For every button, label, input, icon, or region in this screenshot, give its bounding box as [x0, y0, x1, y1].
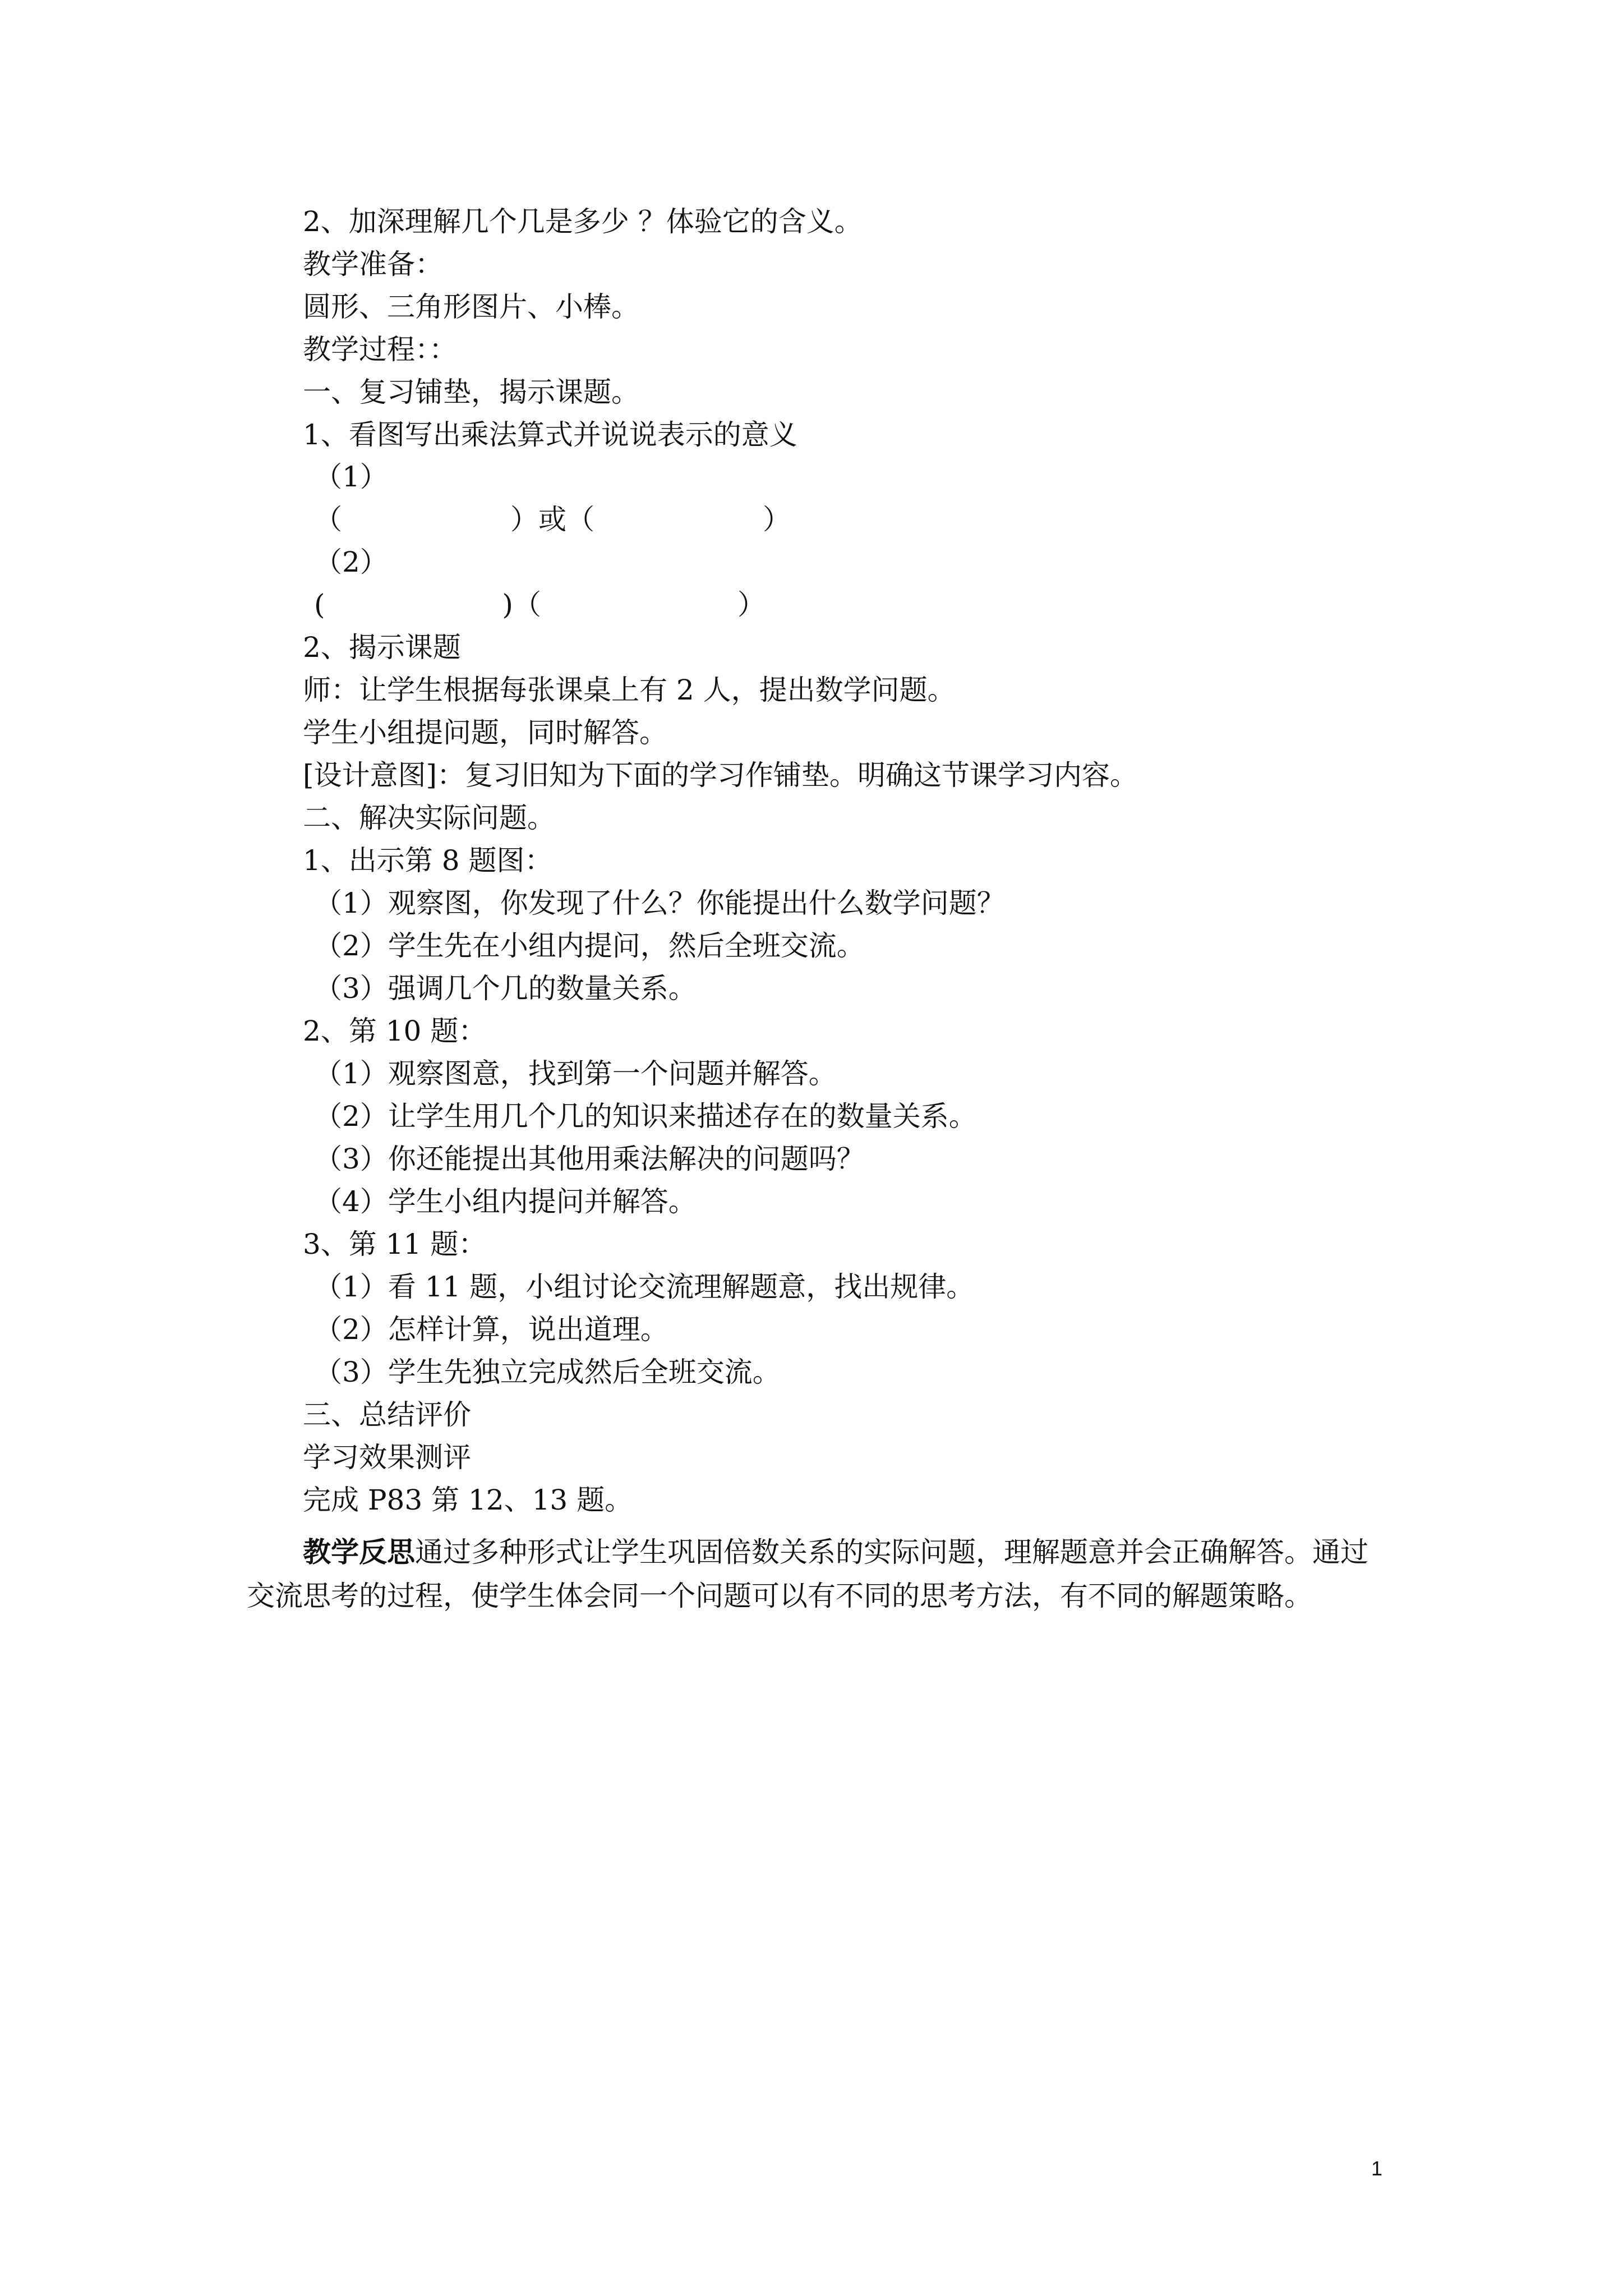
step-2-3-a: （1）看 11 题，小组讨论交流理解题意，找出规律。 — [314, 1271, 975, 1303]
step-2-1-a: （1）观察图，你发现了什么？你能提出什么数学问题？ — [314, 887, 1005, 919]
section-1-heading: 一、复习铺垫，揭示课题。 — [303, 376, 639, 408]
step-2-2-d: （4）学生小组内提问并解答。 — [314, 1185, 697, 1218]
step-2-1: 1、出示第 8 题图： — [303, 844, 553, 877]
prep-materials: 圆形、三角形图片、小棒。 — [303, 291, 639, 323]
page-number: 1 — [1371, 2157, 1383, 2180]
assessment-task: 完成 P83 第 12、13 题。 — [303, 1484, 633, 1516]
blank-line-2: ( )（ ） — [314, 588, 766, 621]
reflection-text: 通过多种形式让学生巩固倍数关系的实际问题，理解题意并会正确解答。通过交流思考的过程，使学生体会同一个问题可以有不同的思考方法，有不同的解题策略。 — [247, 1536, 1368, 1612]
step-2-1-b: （2）学生先在小组内提问，然后全班交流。 — [314, 930, 865, 962]
step-2-3-c: （3）学生先独立完成然后全班交流。 — [314, 1356, 781, 1388]
student-line: 学生小组提问题，同时解答。 — [303, 716, 667, 749]
objective-2: 2、加深理解几个几是多少 ？体验它的含义。 — [303, 205, 863, 238]
step-2-3-b: （2）怎样计算，说出道理。 — [314, 1313, 668, 1346]
design-intent: [设计意图]：复习旧知为下面的学习作铺垫。明确这节课学习内容。 — [303, 759, 1138, 792]
section-3-heading: 三、总结评价 — [303, 1398, 471, 1431]
step-2-2-a: （1）观察图意，找到第一个问题并解答。 — [314, 1057, 837, 1090]
step-1-1: 1、看图写出乘法算式并说说表示的意义 — [303, 418, 797, 451]
reflection-label: 教学反思 — [303, 1535, 415, 1568]
step-2-1-c: （3）强调几个几的数量关系。 — [314, 972, 697, 1005]
step-2-2: 2、第 10 题： — [303, 1015, 487, 1047]
item-1: （1） — [314, 461, 388, 493]
step-2-2-b: （2）让学生用几个几的知识来描述存在的数量关系。 — [314, 1100, 977, 1133]
step-1-2: 2、揭示课题 — [303, 631, 461, 664]
step-2-3: 3、第 11 题： — [303, 1228, 487, 1260]
item-2: （2） — [314, 546, 388, 578]
reflection-paragraph — [247, 1530, 1385, 1618]
step-2-2-c: （3）你还能提出其他用乘法解决的问题吗？ — [314, 1143, 865, 1175]
process-heading: 教学过程：： — [303, 333, 457, 366]
blank-line-1: （ ）或（ ） — [314, 503, 791, 536]
assessment-heading: 学习效果测评 — [303, 1441, 471, 1474]
prep-heading: 教学准备： — [303, 248, 443, 280]
teacher-line: 师：让学生根据每张课桌上有 2 人，提出数学问题。 — [303, 674, 956, 706]
section-2-heading: 二、解决实际问题。 — [303, 802, 555, 834]
